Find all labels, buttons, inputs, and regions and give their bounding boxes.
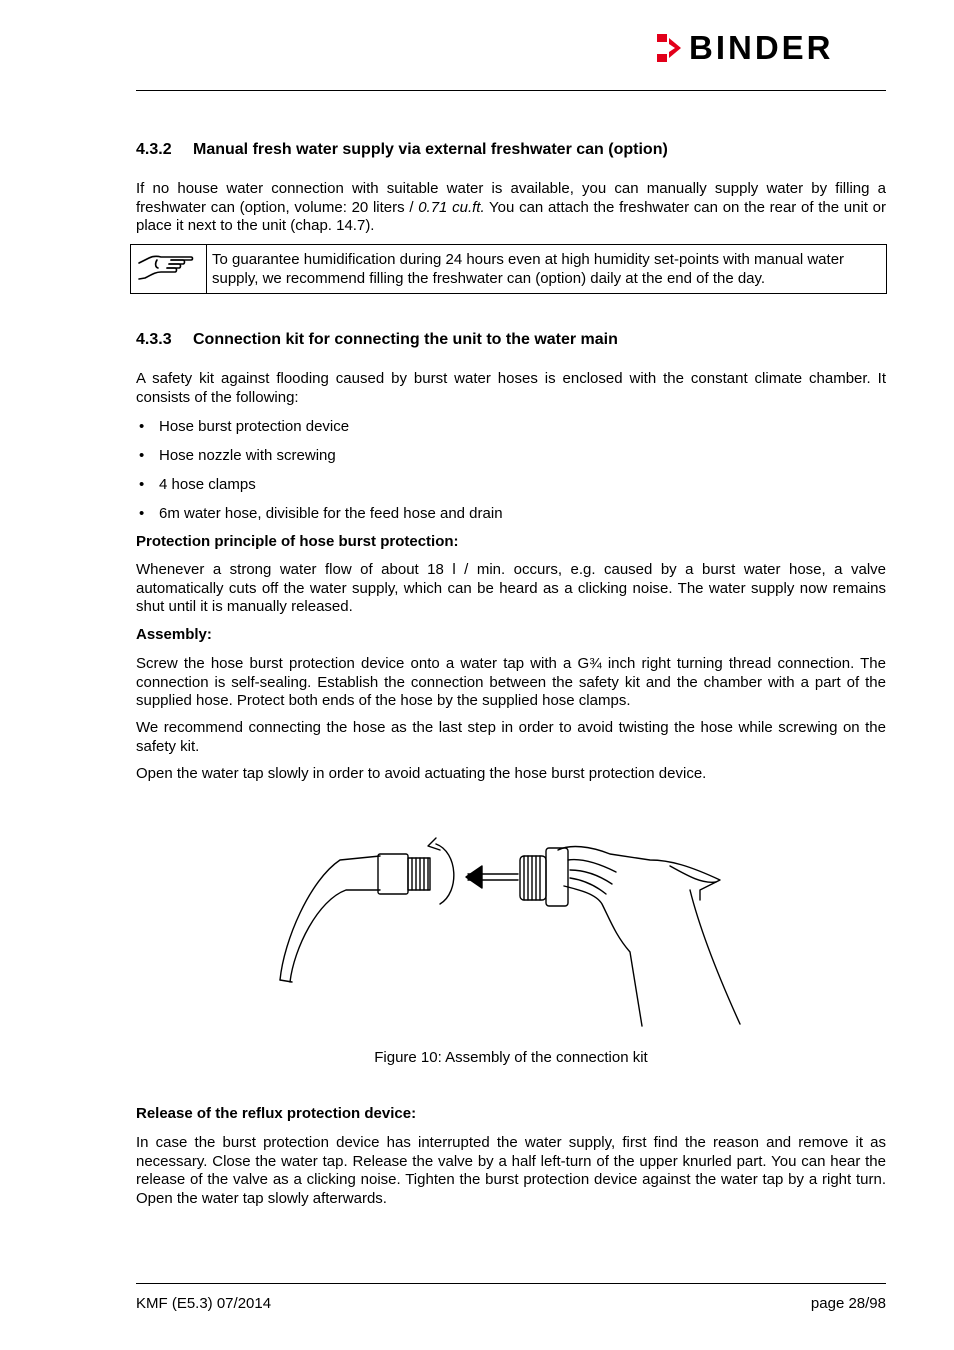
assembly-illustration — [270, 830, 750, 1030]
assembly-paragraph-2: We recommend connecting the hose as the last step in order to avoid twisting the hose while screwing on the safety kit. — [136, 719, 886, 755]
header-rule — [136, 90, 886, 91]
paragraph-text: You can attach the freshwater can on the rear of the unit or place it next to the unit (chap. 14.7). — [136, 198, 886, 234]
section-title: Connection kit for connecting the unit to the water main — [193, 331, 618, 348]
list-item-text: Hose nozzle with screwing — [159, 447, 336, 464]
section-number: 4.3.3 — [136, 331, 172, 348]
figure-caption: Figure 10: Assembly of the connection kit — [374, 1049, 648, 1066]
protection-paragraph: Whenever a strong water flow of about 18 l / min. occurs, e.g. caused by a burst water hose, a valve automatically cuts off the water supply, which can be heard as a clicking noise. The water supply now remains shut until it is manually released. — [136, 561, 886, 615]
paragraph-freshwater-can — [136, 180, 886, 236]
section-heading-4-3-3 — [136, 331, 618, 349]
hose-outline-bottom — [290, 890, 380, 982]
footer-rule — [136, 1283, 886, 1284]
page-number: page 28/98 — [810, 1295, 886, 1312]
bullet: • — [139, 505, 145, 522]
paragraph-safety-kit: A safety kit against flooding caused by burst water hoses is enclosed with the constant climate chamber. It consists of the following: — [136, 370, 886, 406]
note-box — [130, 244, 887, 294]
binder-logo — [655, 30, 887, 66]
binder-logo-mark-icon — [655, 32, 685, 64]
paragraph-text: If no house water connection with suitable water is available, you can manually supply water by filling a freshwater can (option, volume: 20 liters / — [136, 180, 886, 216]
list-item — [136, 475, 503, 504]
section-title: Manual fresh water supply via external freshwater can (option) — [193, 141, 668, 158]
document-id: KMF (E5.3) 07/2014 — [136, 1295, 272, 1312]
assembly-paragraph-1: Screw the hose burst protection device onto a water tap with a G¾ inch right turning thread connection. The connection is self-sealing. Establish the connection between the safety kit and the chamber with a part of the supplied hose. Protect both ends of the hose by the supplied hose clamps. — [136, 655, 886, 709]
list-item-text: 6m water hose, divisible for the feed hose and drain — [159, 505, 503, 522]
section-heading-4-3-2 — [136, 141, 668, 159]
list-item — [136, 504, 503, 533]
assembly-heading: Assembly: — [136, 626, 212, 643]
volume-imperial: 0.71 cu.ft. — [418, 198, 485, 216]
list-item-text: Hose burst protection device — [159, 418, 350, 435]
logo-wordmark: BINDER — [689, 29, 834, 66]
list-item — [136, 417, 503, 446]
assembly-paragraph-3: Open the water tap slowly in order to avoid actuating the hose burst protection device. — [136, 765, 707, 782]
note-icon-cell — [131, 245, 207, 293]
release-heading: Release of the reflux protection device: — [136, 1105, 417, 1122]
bullet: • — [139, 418, 145, 435]
bullet: • — [139, 447, 145, 464]
release-paragraph: In case the burst protection device has interrupted the water supply, first find the reason and remove it as necessary. Close the water tap. Release the valve by a half left-turn of the upper knurled part. You can hear the release of the valve as a clicking noise. Tighten the burst protection device against the water tap by a right turn. Open the water tap slowly afterwards. — [136, 1134, 886, 1207]
section-number: 4.3.2 — [136, 141, 172, 158]
bullet: • — [139, 476, 145, 493]
list-item — [136, 446, 503, 475]
protection-heading: Protection principle of hose burst protection: — [136, 533, 459, 550]
hose-outline-top — [280, 856, 380, 980]
pointing-hand-icon — [131, 245, 206, 293]
kit-contents-list — [136, 417, 503, 533]
list-item-text: 4 hose clamps — [159, 476, 256, 493]
note-text: To guarantee humidification during 24 hours even at high humidity set-points with manual water supply, we recommend filling the freshwater can (option) daily at the end of the day. — [212, 251, 845, 287]
